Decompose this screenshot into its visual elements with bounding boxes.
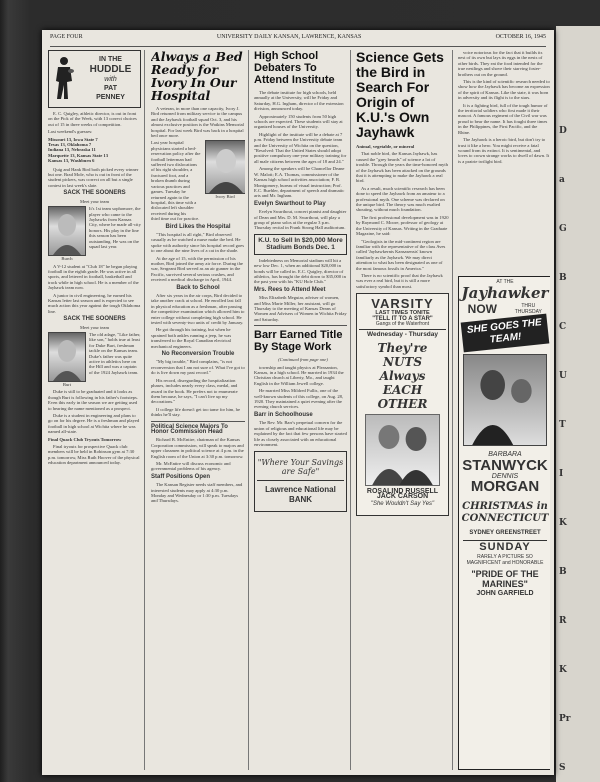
subhead: Animal, vegetable, or mineral [356,144,415,149]
adjacent-page-fragment: T [559,420,566,430]
subhead: No Reconversion Trouble [161,351,235,358]
movie-stars-illustration [365,414,440,486]
adjacent-page-fragment: I [559,469,564,479]
adjacent-page-fragment: S [559,763,566,773]
photo-caption: Burch [61,256,73,262]
sunday-movie: "PRIDE OF THE MARINES" [471,568,539,589]
sunday-label: SUNDAY [479,541,531,554]
meet-team: Meet your team [79,324,110,330]
show-days: Wednesday - Thursday [366,331,439,339]
columnist-last: PENNEY [96,94,125,101]
debaters-article: High School Debaters To Attend Institute The debate institute for high schools, held annually at the University, will be Friday and Saturday, H.G. Ingham, director of the extension division, announced today. Approximately 150 students from 50 high schools are expected. These students will stay at organized houses of the University. Highlight of the institute will be a debate at 7 p.m. Friday between the University debate team and the University of Wichita on the question, "Resolved: That the United States should adopt positive compulsory one-year military training for all male citizens between the ages of 18 and 24." Among the speakers will be Chancellor Deane W. Malott; E.A. Thomas, commissioner of the Kansas high school activities association; F. B. Montgomery, bureau of visual instruction; Prof. E.C. Buehler, department of speech and dramatic arts and Mr. Ingham. Evelyn Swarthout to Play Evelyn Swarthout, concert pianist and daughter of Dean and Mrs. D. M. Swarthout, will play a group of piano solos at the regular 3 p.m. Thursday recital in Frank Strong Hall auditorium. K.U. to Sell In $20,000 More Stadium Bonds Dec. 1 Indebtedness on Memorial stadium will hit a new low Dec. 1, when an additional $20,000 in bonds will be called in. E.C. Quigley, director of athletics, has brought the debt down to $35,000 in the past year with his "KU Hole Club." Mrs. Rees to Attend Meet Miss Elizabeth Meguiar, adviser of women, and Miss Marie Miller, her assistant, will go Thursday to the meeting of Kansas Deans of Women and Advisers of Women in Wichita Friday and Saturday. Barr Earned Title By Stage Work (Continued from page one) township and taught physics at Pleasanton, Kansas, in a high school. He married in 1934 the Christian church at Liberty, Mo., and taught English in the William Jewell college. He married Miss Mildred Fullis, one of the well-known students of this college, on Aug. 28, 1920. They maintained a quiet evening after the evening church services. Barr in Schoolhouse The Rev. Mr. Barr's perpetual concern for the union of religious and educational life may be explained by the fact that few persons have started life as closely associated with an educational environment. "Where Your Savings are Safe" Lawrence National BANK [254,50,347,770]
costar-first-name: DENNIS [491,472,519,480]
adjacent-page-fragment: D [559,126,567,136]
promo-line: RARELY A PICTURE SO MAGNIFICENT and HONORABLE [466,553,544,566]
hospital-article: Always a Bed Ready for Ivory In Our Hospital A veteran, in more than one capacity, Ivory J. Bird returned from military service to the campus and the Jayhawk football squad Oct. 3, and his almost exclusive position is the Watkins Memorial hospital. For last week Bird was back in a hospital bed once more. Last year hospital physicians started a bed-reservation policy after the football letterman had suffered two dislocations of his right shoulder, a fractured foot, and a broken thumb during various practices and games. Tuesday he returned again to the hospital, this time with a dislocated left shoulder received during his Ivory Bird third time out for practice. Bird Likes the Hospital "This hospital is all right," Bird observed casually as he watched a nurse make the bed. He spoke with authority since his hospital record goes to one about the nine lives of a cat in the shade. At the age of 15, with the permission of his mother, Bird joined the army air force. During the war, Sergeant Bird served as an air gunner in the Pacific, survived several serious crashes, and received a medical discharge in April, 1944. Back to School After six years in the air corps, Bird decided to take another crack at school. He enrolled last fall in physical education as a freshman, after passing the competitive examination which allowed him to enter college without completing high school. He tested with seventy-two units of credit by January. He got through his training, but when he sprained both ankles running a jeep, he was transferred to the Royal Canadian electrical mechanical engineers. No Reconversion Trouble "My big trouble," Bird complains, "is not reconversion that I am not sure of. What I've got to do is live down my past record." His record, disregarding the hospitalization phases, includes nearly every class, medal, and award in the book. He prefers not to enumerate them because, he says, "I can't live up my decorations." If college life doesn't get too tame for him, he thinks he'll stay. Political Science Majors To Honor Commission Head Richard B. McEntire, chairman of the Kansas Corporation commission, will speak to majors and upper classmen in political science at 4 p.m. in the English room of the Union at 3:30 p.m. tomorrow. Mr. McEntire will discuss economic and governmental problems of his agency. Staff Positions Open The Kansan Register needs staff members, and interested students may apply at 4:30 p.m. Monday and Wednesday or 1:30 p.m. Tuesdays and Thursdays. [151,50,245,770]
subhead: Bird Likes the Hospital [165,223,231,230]
prediction-item: Missouri 13, Iowa State 7 [48,136,98,142]
now-label: NOW [467,302,497,317]
adjacent-page-fragment: C [559,322,567,332]
ad-at-the: AT THE [496,279,514,285]
adjacent-page-edge [556,26,600,782]
huddle-box [48,50,141,108]
photo-caption: Ivory Bird [215,194,235,200]
player-photo [48,332,86,382]
adjacent-page-fragment: a [559,175,565,185]
thru-label: THRU THURSDAY [514,303,542,315]
subhead: Mrs. Rees to Attend Meet [254,286,326,293]
second-feature: Gangs of the Waterfront [375,320,430,327]
continued-note: (Continued from page one) [278,357,328,363]
prediction-item: Texas 13, Oklahoma 7 [48,142,92,148]
subhead: Back to School [176,284,220,291]
huddle-title [83,55,138,102]
page-number: PAGE FOUR [50,34,83,40]
jayhawk-article: Science Gets the Bird in Search For Origin of K.U.'s Own Jayhawk Animal, vegetable, or mineral That noble bird, the Kansas Jayhawk, has caused the "grey beards" of science a lot of trouble. Through the years the time-honored myth of the Jayhawk has been attacked on the grounds that it is attempting to make the Jayhawk a real bird. As a result, much scientific research has been done to speed the Jayhawk from an amateur to a professional myth. One scheme was declared on the unique bird. The theory was much exalted shouting, without much foundation. The first professional development was in 1920 by Raymond C. Moore, professor of geology at the University of Kansas. Writing in the Graduate Magazine, he said: "Geologists in the mid-continent region are familiar with the representative of the class Aves called 'Jayhawkernis Kansasensis' known familiarly as the Jayhawk. We may direct attention to what has been designated as one of the most famous fossils in America." There is no scientific proof that the Jayhawk was ever a real bird, but it is still a more satisfactory symbol than most. VARSITY LAST TIMES TONITE "TELL IT TO A STAR" Gangs of the Waterfront Wednesday - Thursday They're NUTS Always EACH OTHER ROSALIND RUSSELL JACK CARSON "She Wouldn't Say Yes" [356,50,449,770]
stadium-bonds-headline: K.U. to Sell In $20,000 More Stadium Bonds Dec. 1 [254,234,347,255]
column-rule [144,50,145,770]
movie-title: CHRISTMAS in CONNECTICUT [461,501,549,525]
theater-name: VARSITY [371,296,434,312]
article-headline: Always a Bed Ready for Ivory In Our Hospital [151,50,243,103]
prediction-item: Indiana 13, Nebraska 11 [48,147,96,153]
sunday-star: JOHN GARFIELD [476,589,534,597]
article-headline: High School Debaters To Attend Institute [254,50,335,86]
adjacent-page-fragment: R [559,616,567,626]
varsity-theater-ad [356,293,449,516]
photo-caption: Burt [62,381,72,387]
article-headline: Barr Earned Title By Stage Work [254,329,343,354]
issue-date: OCTOBER 16, 1945 [495,34,546,40]
movie-title: "She Wouldn't Say Yes" [370,500,435,507]
predictions-list [48,137,141,164]
adjacent-page-fragment: Pr [559,714,571,724]
columnist-first: PAT [104,85,117,92]
player-photo [48,206,86,256]
huddle-main: HUDDLE [89,64,132,75]
subhead: Barr in Schoolhouse [254,411,313,418]
bank-ad [254,451,347,512]
prediction-item: Kansas 13, Washburn 6 [48,158,95,164]
adjacent-page-fragment: G [559,224,567,234]
promo-banner: SHE GOES THE TEAM! [461,314,550,353]
adjacent-page-fragment: B [559,273,567,283]
star-first-name: BARBARA [488,451,522,459]
huddle-top: IN THE [99,56,122,63]
intro-text: E. C. Quigley, athletic director, is out in front on the Pick of the Week, with 13 correct choices out of 15 in three weeks of competition. [48,111,137,127]
subhead: Staff Positions Open [151,473,211,480]
subhead: Evelyn Swarthout to Play [254,200,326,207]
adjacent-page-fragment: B [559,567,567,577]
column-rule [452,50,453,770]
huddle-with: with [104,76,117,83]
article-headline: Science Gets the Bird in Search For Origin of K.U.'s Own Jayhawk [356,50,444,140]
jayhawker-theater-column: voice notorious for the fact that it builds its nest of its own but lays its eggs in the nests of other birds. They eat the food intended for the true nestlings and shove their starving foster-brothers out on the ground. This is the kind of scientific research needed to show how the Jayhawk has become an expression of the spirit of Kansas. Like the state, it was born in adversity and its flight is to the stars. It is a fighting bird, full of the tough humor of the territorial soldiers who first made it their mascot. A famous regiment of the Civil war was proud to bear the name. It has fought three times in the Philippines, the First Pacific, and the Rhine. The Jayhawk is a heroic bird, but don't try to trust it like a hero. You might receive a fatal wound from its extinct. It is sentimental, and loves to crown strange works to dwell of dawn. It is a prairie twilight bird. AT THE Jayhawker NOW THRU THURSDAY SHE GOES THE TEAM! BARBARA STANWYCK DENNIS MORGAN CHRISTMAS in CONNECTICUT SYDNEY GREENSTREET SUNDAY RARELY A PICTURE SO MAGNIFICENT and HONORABLE "PRIDE OF THE MARINES" JOHN GARFIELD [458,50,550,770]
last-times: LAST TIMES TONITE [375,310,430,317]
newspaper-page [42,30,554,775]
jayhawker-logo: Jayhawker [461,284,549,303]
movie-illustration [463,354,547,446]
supporting-star: SYDNEY GREENSTREET [469,530,541,537]
movie-stars: ROSALIND RUSSELL JACK CARSON [366,487,439,501]
section-heading: SACK THE SOONERS [63,316,126,323]
masthead-line: UNIVERSITY DAILY KANSAN, LAWRENCE, KANSAS [216,34,362,40]
section-heading: SACK THE SOONERS [63,190,126,197]
predictions-label: Last weekend's guesses: [48,129,93,135]
page-header [50,34,546,47]
column-rule [248,50,249,770]
meet-team: Meet your team [79,198,110,204]
bank-slogan: "Where Your Savings are Safe" [257,458,344,477]
adjacent-page-fragment: K [559,665,567,675]
prediction-item: Marquette 13, Kansas State 13 [48,152,109,158]
movie-tagline: They're NUTS Always EACH OTHER [377,340,428,411]
ivory-bird-photo [205,140,245,194]
bank-name: Lawrence National BANK [265,485,336,505]
costar-last-name: MORGAN [470,478,540,496]
adjacent-page-fragment: K [559,518,567,528]
column-rule [350,50,351,770]
sports-column: IN THE HUDDLE with PAT PENNEY E. C. Quigley, athletic director, is out in front on the Pick of the Week, with 13 correct choices out of 15 in three weeks of competition. Last weekend's guesses: Missouri 13, Iowa State 7 Texas 13, Oklahoma 7 Indiana 13, Nebraska 11 Marquette 13, Kansas State 13 Kansas 13, Washburn 6 Quig and Hank Bird both picked every winner but one. Brad Mole, who is out in front of the student pickers, was correct on all but a single contest in last week's slate. SACK THE SOONERS Meet your team Burch It's 1st team sophomore, the player who came to the Jayhawks from Kansas City, where he made all-city honors. His play in the line this season has been outstanding. He was on the squad last year. A V-12 student at "Club 18" he began playing football in the eighth grade. He was active in all sports, and lettered in football, basketball and track while in high school. He is a member of the Jayhawk team now. A junior in civil engineering, he earned his Kansas letter last season and is expected to see much action this year against the tough Oklahoma line. SACK THE SOONERS Meet your team Burt The old adage, "Like father, like son," holds true at least for Duke Burt, freshman tackle on the Kansas team. Duke's father was quite active in athletics here on the Hill and was a captain of the 1924 Jayhawk team. Duke is still to be graduated and it looks as though Burt is following in his father's footsteps. Even this early in the season we are getting used to hearing the name mentioned as a prospect. Duke is a student in engineering and plans to go on for his degree. He is a freshman and played football in high school at Wichita where he was named all-state. Final Quack Club Tryouts Tomorrow Final tryouts for prospective Quack club members will be held in Robinson gym at 7:30 p.m. tomorrow, Miss Ruth Hoover of the physical education department announced today. [48,50,141,770]
star-last-name: STANWYCK [462,456,548,474]
jayhawker-theater-ad [458,276,550,770]
feature-title: "TELL IT TO A STAR" [372,315,433,322]
subhead: Political Science Majors To Honor Commission Head [151,423,228,435]
final-heading: Final Quack Club Tryouts Tomorrow [48,436,122,442]
adjacent-page-fragment: U [559,371,567,381]
football-player-icon [53,55,75,101]
